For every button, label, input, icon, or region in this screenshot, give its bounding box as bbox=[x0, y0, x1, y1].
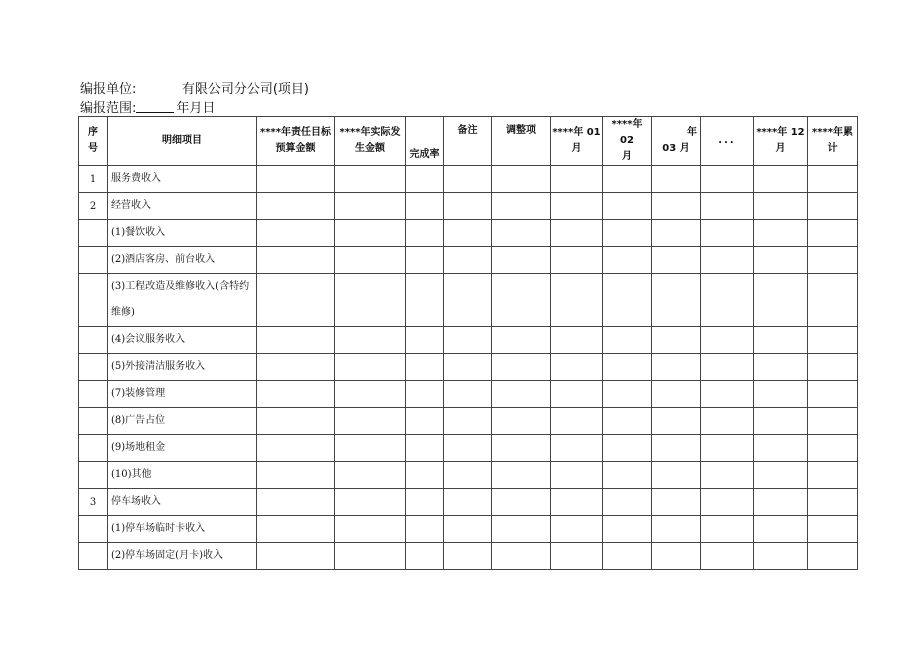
value-cell[interactable] bbox=[444, 543, 492, 570]
table-header-row bbox=[79, 117, 858, 166]
value-cell[interactable] bbox=[808, 247, 858, 274]
value-cell[interactable] bbox=[257, 408, 335, 435]
value-cell[interactable] bbox=[701, 462, 754, 489]
value-cell[interactable] bbox=[406, 381, 444, 408]
value-cell[interactable] bbox=[492, 193, 551, 220]
value-cell[interactable] bbox=[444, 462, 492, 489]
value-cell[interactable] bbox=[652, 489, 701, 516]
value-cell[interactable] bbox=[492, 489, 551, 516]
value-cell[interactable] bbox=[808, 408, 858, 435]
value-cell[interactable] bbox=[335, 381, 406, 408]
value-cell[interactable] bbox=[754, 354, 808, 381]
row-item-label: 停车场收入 bbox=[108, 489, 257, 516]
value-cell[interactable] bbox=[603, 220, 652, 247]
value-cell[interactable] bbox=[754, 247, 808, 274]
table-row bbox=[79, 435, 858, 462]
value-cell[interactable] bbox=[701, 354, 754, 381]
value-cell[interactable] bbox=[701, 408, 754, 435]
row-number bbox=[79, 220, 108, 247]
value-cell[interactable] bbox=[335, 220, 406, 247]
table-row bbox=[79, 274, 858, 327]
value-cell[interactable] bbox=[551, 489, 603, 516]
value-cell[interactable] bbox=[335, 193, 406, 220]
value-cell[interactable] bbox=[603, 543, 652, 570]
value-cell[interactable] bbox=[257, 543, 335, 570]
col-index-header: 序 号 bbox=[79, 117, 108, 166]
value-cell[interactable] bbox=[444, 408, 492, 435]
value-cell[interactable] bbox=[701, 489, 754, 516]
table-row bbox=[79, 489, 858, 516]
value-cell[interactable] bbox=[808, 327, 858, 354]
range-blank bbox=[136, 100, 174, 113]
value-cell[interactable] bbox=[652, 516, 701, 543]
row-item-label: 经营收入 bbox=[108, 193, 257, 220]
row-item-label: (5)外接清洁服务收入 bbox=[108, 354, 257, 381]
row-number: 2 bbox=[79, 193, 108, 220]
value-cell[interactable] bbox=[444, 489, 492, 516]
col-rate-header: 完成率 bbox=[406, 117, 444, 166]
value-cell[interactable] bbox=[257, 462, 335, 489]
value-cell[interactable] bbox=[257, 381, 335, 408]
row-number: 1 bbox=[79, 166, 108, 193]
value-cell[interactable] bbox=[444, 516, 492, 543]
col-m12-header: ****年 12 月 bbox=[754, 117, 808, 166]
value-cell[interactable] bbox=[492, 516, 551, 543]
row-item-label: (7)装修管理 bbox=[108, 381, 257, 408]
row-item-label: (1)停车场临时卡收入 bbox=[108, 516, 257, 543]
table-row bbox=[79, 166, 858, 193]
value-cell[interactable] bbox=[406, 354, 444, 381]
value-cell[interactable] bbox=[652, 247, 701, 274]
value-cell[interactable] bbox=[406, 408, 444, 435]
value-cell[interactable] bbox=[444, 247, 492, 274]
value-cell[interactable] bbox=[808, 435, 858, 462]
value-cell[interactable] bbox=[603, 489, 652, 516]
value-cell[interactable] bbox=[808, 489, 858, 516]
value-cell[interactable] bbox=[406, 327, 444, 354]
value-cell[interactable] bbox=[754, 381, 808, 408]
col-total-header: ****年累 计 bbox=[808, 117, 858, 166]
value-cell[interactable] bbox=[808, 543, 858, 570]
value-cell[interactable] bbox=[492, 220, 551, 247]
table-row bbox=[79, 193, 858, 220]
value-cell[interactable] bbox=[551, 327, 603, 354]
value-cell[interactable] bbox=[406, 435, 444, 462]
table-row bbox=[79, 327, 858, 354]
value-cell[interactable] bbox=[257, 193, 335, 220]
value-cell[interactable] bbox=[444, 435, 492, 462]
col-actual-header: ****年实际发 生金额 bbox=[335, 117, 406, 166]
value-cell[interactable] bbox=[492, 354, 551, 381]
value-cell[interactable] bbox=[335, 408, 406, 435]
value-cell[interactable] bbox=[444, 166, 492, 193]
report-unit-line bbox=[80, 78, 309, 97]
value-cell[interactable] bbox=[754, 327, 808, 354]
row-number bbox=[79, 381, 108, 408]
value-cell[interactable] bbox=[754, 543, 808, 570]
value-cell[interactable] bbox=[701, 247, 754, 274]
value-cell[interactable] bbox=[406, 193, 444, 220]
value-cell[interactable] bbox=[257, 220, 335, 247]
value-cell[interactable] bbox=[335, 516, 406, 543]
row-number bbox=[79, 435, 108, 462]
value-cell[interactable] bbox=[754, 274, 808, 327]
value-cell[interactable] bbox=[335, 247, 406, 274]
col-m02-header: ****年 02 月 bbox=[603, 117, 652, 166]
value-cell[interactable] bbox=[257, 435, 335, 462]
row-item-label: (9)场地租金 bbox=[108, 435, 257, 462]
value-cell[interactable] bbox=[406, 516, 444, 543]
value-cell[interactable] bbox=[492, 408, 551, 435]
value-cell[interactable] bbox=[335, 354, 406, 381]
value-cell[interactable] bbox=[335, 489, 406, 516]
value-cell[interactable] bbox=[492, 543, 551, 570]
value-cell[interactable] bbox=[257, 327, 335, 354]
row-item-label: (10)其他 bbox=[108, 462, 257, 489]
row-item-label: (4)会议服务收入 bbox=[108, 327, 257, 354]
value-cell[interactable] bbox=[603, 247, 652, 274]
row-number bbox=[79, 516, 108, 543]
value-cell[interactable] bbox=[652, 220, 701, 247]
range-value: 年月日 bbox=[176, 101, 216, 116]
value-cell[interactable] bbox=[551, 354, 603, 381]
value-cell[interactable] bbox=[551, 435, 603, 462]
value-cell[interactable] bbox=[335, 166, 406, 193]
value-cell[interactable] bbox=[701, 220, 754, 247]
value-cell[interactable] bbox=[754, 516, 808, 543]
revenue-table bbox=[78, 116, 858, 570]
value-cell[interactable] bbox=[754, 220, 808, 247]
value-cell[interactable] bbox=[551, 408, 603, 435]
value-cell[interactable] bbox=[603, 408, 652, 435]
value-cell[interactable] bbox=[492, 247, 551, 274]
value-cell[interactable] bbox=[652, 381, 701, 408]
value-cell[interactable] bbox=[701, 516, 754, 543]
value-cell[interactable] bbox=[808, 274, 858, 327]
value-cell[interactable] bbox=[406, 166, 444, 193]
value-cell[interactable] bbox=[652, 193, 701, 220]
row-number bbox=[79, 462, 108, 489]
value-cell[interactable] bbox=[492, 435, 551, 462]
row-number bbox=[79, 274, 108, 327]
value-cell[interactable] bbox=[551, 247, 603, 274]
value-cell[interactable] bbox=[406, 274, 444, 327]
value-cell[interactable] bbox=[257, 489, 335, 516]
value-cell[interactable] bbox=[551, 274, 603, 327]
value-cell[interactable] bbox=[406, 220, 444, 247]
table-row bbox=[79, 247, 858, 274]
value-cell[interactable] bbox=[652, 274, 701, 327]
value-cell[interactable] bbox=[701, 166, 754, 193]
row-item-label: (1)餐饮收入 bbox=[108, 220, 257, 247]
row-item-label: 服务费收入 bbox=[108, 166, 257, 193]
row-number bbox=[79, 247, 108, 274]
value-cell[interactable] bbox=[492, 381, 551, 408]
row-number: 3 bbox=[79, 489, 108, 516]
value-cell[interactable] bbox=[652, 408, 701, 435]
value-cell[interactable] bbox=[406, 462, 444, 489]
row-number bbox=[79, 408, 108, 435]
value-cell[interactable] bbox=[492, 327, 551, 354]
col-item-header: 明细项目 bbox=[108, 117, 257, 166]
value-cell[interactable] bbox=[257, 166, 335, 193]
value-cell[interactable] bbox=[603, 193, 652, 220]
value-cell[interactable] bbox=[444, 354, 492, 381]
value-cell[interactable] bbox=[808, 220, 858, 247]
report-range-line bbox=[80, 97, 215, 116]
value-cell[interactable] bbox=[492, 462, 551, 489]
value-cell[interactable] bbox=[603, 516, 652, 543]
col-budget-header: ****年责任目标 预算金额 bbox=[257, 117, 335, 166]
table-row bbox=[79, 543, 858, 570]
value-cell[interactable] bbox=[808, 516, 858, 543]
row-item-label: (2)停车场固定(月卡)收入 bbox=[108, 543, 257, 570]
value-cell[interactable] bbox=[652, 327, 701, 354]
value-cell[interactable] bbox=[444, 193, 492, 220]
row-item-label: (3)工程改造及维修收入(含特约维修) bbox=[108, 274, 257, 327]
value-cell[interactable] bbox=[257, 274, 335, 327]
table-row bbox=[79, 408, 858, 435]
value-cell[interactable] bbox=[808, 354, 858, 381]
value-cell[interactable] bbox=[335, 435, 406, 462]
table-row bbox=[79, 220, 858, 247]
value-cell[interactable] bbox=[701, 381, 754, 408]
value-cell[interactable] bbox=[603, 435, 652, 462]
value-cell[interactable] bbox=[406, 247, 444, 274]
unit-value: 有限公司分公司(项目) bbox=[181, 82, 310, 97]
value-cell[interactable] bbox=[701, 435, 754, 462]
col-ellipsis-header: ... bbox=[701, 117, 754, 166]
value-cell[interactable] bbox=[492, 166, 551, 193]
value-cell[interactable] bbox=[754, 166, 808, 193]
value-cell[interactable] bbox=[652, 462, 701, 489]
value-cell[interactable] bbox=[444, 381, 492, 408]
value-cell[interactable] bbox=[652, 166, 701, 193]
value-cell[interactable] bbox=[754, 435, 808, 462]
value-cell[interactable] bbox=[444, 274, 492, 327]
value-cell[interactable] bbox=[492, 274, 551, 327]
table-row bbox=[79, 516, 858, 543]
value-cell[interactable] bbox=[652, 354, 701, 381]
value-cell[interactable] bbox=[551, 462, 603, 489]
value-cell[interactable] bbox=[754, 193, 808, 220]
value-cell[interactable] bbox=[652, 543, 701, 570]
value-cell[interactable] bbox=[406, 489, 444, 516]
value-cell[interactable] bbox=[701, 543, 754, 570]
value-cell[interactable] bbox=[808, 166, 858, 193]
value-cell[interactable] bbox=[551, 166, 603, 193]
row-number bbox=[79, 543, 108, 570]
value-cell[interactable] bbox=[551, 193, 603, 220]
value-cell[interactable] bbox=[701, 193, 754, 220]
value-cell[interactable] bbox=[603, 462, 652, 489]
value-cell[interactable] bbox=[335, 274, 406, 327]
value-cell[interactable] bbox=[701, 274, 754, 327]
row-number bbox=[79, 327, 108, 354]
value-cell[interactable] bbox=[257, 247, 335, 274]
value-cell[interactable] bbox=[406, 543, 444, 570]
row-number bbox=[79, 354, 108, 381]
value-cell[interactable] bbox=[257, 516, 335, 543]
value-cell[interactable] bbox=[652, 435, 701, 462]
value-cell[interactable] bbox=[335, 327, 406, 354]
value-cell[interactable] bbox=[701, 327, 754, 354]
value-cell[interactable] bbox=[808, 462, 858, 489]
value-cell[interactable] bbox=[551, 543, 603, 570]
col-adjust-header: 调整项 bbox=[492, 117, 551, 166]
row-item-label: (8)广告占位 bbox=[108, 408, 257, 435]
value-cell[interactable] bbox=[551, 220, 603, 247]
value-cell[interactable] bbox=[808, 193, 858, 220]
col-m03-header: 年 03 月 bbox=[652, 117, 701, 166]
col-remark-header: 备注 bbox=[444, 117, 492, 166]
value-cell[interactable] bbox=[444, 220, 492, 247]
value-cell[interactable] bbox=[754, 408, 808, 435]
value-cell[interactable] bbox=[335, 462, 406, 489]
unit-label: 编报单位: bbox=[80, 82, 137, 97]
value-cell[interactable] bbox=[257, 354, 335, 381]
value-cell[interactable] bbox=[444, 327, 492, 354]
value-cell[interactable] bbox=[808, 381, 858, 408]
range-label: 编报范围: bbox=[80, 101, 137, 116]
value-cell[interactable] bbox=[551, 381, 603, 408]
col-m01-header: ****年 01 月 bbox=[551, 117, 603, 166]
value-cell[interactable] bbox=[603, 166, 652, 193]
value-cell[interactable] bbox=[603, 381, 652, 408]
value-cell[interactable] bbox=[603, 274, 652, 327]
value-cell[interactable] bbox=[754, 489, 808, 516]
value-cell[interactable] bbox=[551, 516, 603, 543]
row-item-label: (2)酒店客房、前台收入 bbox=[108, 247, 257, 274]
value-cell[interactable] bbox=[335, 543, 406, 570]
value-cell[interactable] bbox=[603, 327, 652, 354]
value-cell[interactable] bbox=[603, 354, 652, 381]
table-row bbox=[79, 462, 858, 489]
table-row bbox=[79, 354, 858, 381]
table-row bbox=[79, 381, 858, 408]
value-cell[interactable] bbox=[754, 462, 808, 489]
